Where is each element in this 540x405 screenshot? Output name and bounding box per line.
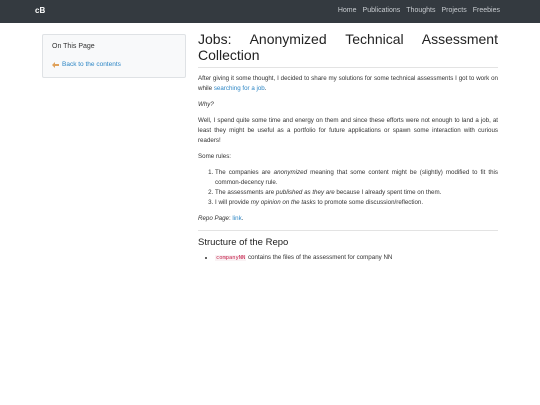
repo-page-line <box>198 214 498 224</box>
intro-end: . <box>264 85 267 92</box>
structure-heading: Structure of the Repo <box>198 237 289 248</box>
list-item <box>215 188 498 198</box>
company-code: companyNN <box>216 255 246 261</box>
repo-page-label: Repo Page <box>198 215 229 222</box>
rule-text: The companies are <box>215 169 274 176</box>
intro-paragraph <box>198 74 498 94</box>
nav-publications[interactable]: Publications <box>362 7 401 14</box>
nav-links <box>338 7 500 14</box>
repo-end: . <box>241 215 244 222</box>
article <box>198 32 498 263</box>
rule-emphasis: my opinion on the tasks <box>250 199 316 206</box>
intro-text: After giving it some thought, I decided to share my solutions for some technical assessments I got to work on while <box>198 75 498 92</box>
rule-emphasis: published as they are <box>275 189 335 196</box>
back-to-contents-label: Back to the contents <box>62 61 121 68</box>
nav-projects[interactable]: Projects <box>441 7 467 14</box>
toc-sidebar <box>42 34 186 78</box>
why-heading: Why? <box>198 101 214 108</box>
why-text: Well, I spend quite some time and energy on them and since these efforts were not enough to land a job, at least they might be useful as a portfolio for future applications or spawn some interaction with curious readers! <box>198 117 498 144</box>
nav-freebies[interactable]: Freebies <box>472 7 500 14</box>
searching-for-job-link[interactable]: searching for a job <box>213 85 265 92</box>
why-paragraph <box>198 100 498 110</box>
rule-text: because I already spent time on them. <box>334 189 442 196</box>
section-divider <box>198 230 498 231</box>
rule-emphasis: anonymized <box>273 169 308 176</box>
toc-heading: On This Page <box>52 43 95 50</box>
list-item <box>215 253 498 263</box>
list-item <box>215 168 498 188</box>
repo-link[interactable]: link <box>232 215 242 222</box>
nav-home[interactable]: Home <box>337 7 357 14</box>
rule-text: meaning that some content might be (slightly) modified to fit this common-decency rule. <box>215 169 498 186</box>
rule-text: I will provide <box>215 199 251 206</box>
arrow-left-icon <box>52 62 59 68</box>
page-title: Jobs: Anonymized Technical Assessment Collection <box>198 31 498 63</box>
nav-thoughts[interactable]: Thoughts <box>406 7 436 14</box>
rule-text: to promote some discussion/reflection. <box>315 199 424 206</box>
brand-link[interactable]: cB <box>35 6 46 15</box>
rules-list <box>198 168 498 208</box>
structure-text: contains the files of the assessment for company NN <box>246 254 393 261</box>
structure-list <box>198 253 498 263</box>
back-to-contents-link[interactable] <box>52 61 121 68</box>
navbar <box>0 0 540 23</box>
repo-sep: : <box>228 215 233 222</box>
title-divider <box>198 67 498 68</box>
rules-heading: Some rules: <box>198 153 232 160</box>
list-item <box>215 198 498 208</box>
rule-text: The assessments are <box>215 189 276 196</box>
